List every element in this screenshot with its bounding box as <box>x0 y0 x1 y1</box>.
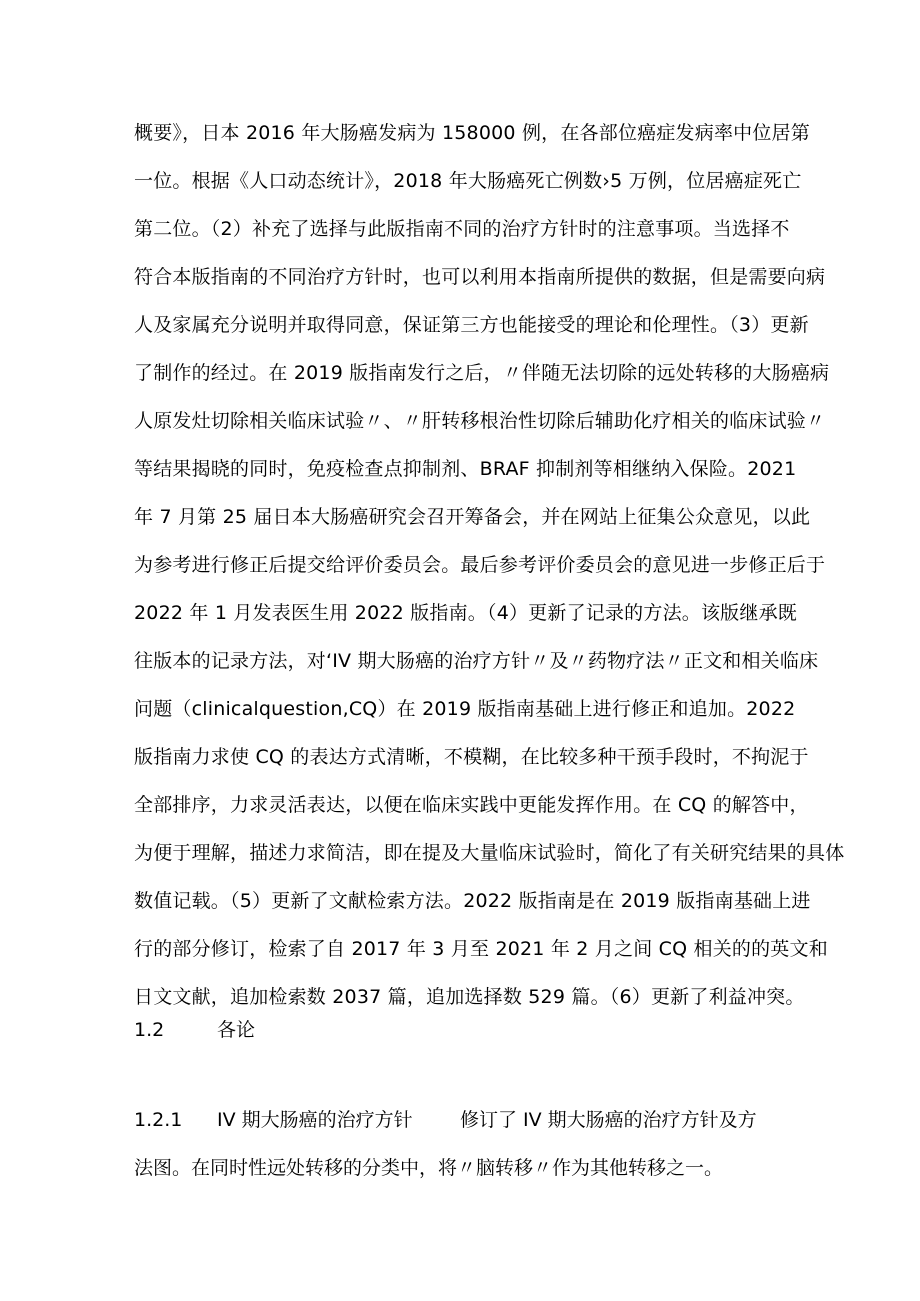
subsection-text: 法图。在同时性远处转移的分类中，将〃脑转移〃作为其他转移之一。 <box>134 1157 724 1179</box>
subsection-number: 1.2.1 <box>134 1109 183 1131</box>
paragraph-line: 全部排序，力求灵活表达，以便在临床实践中更能发挥作用。在 CQ 的解答中， <box>134 794 809 816</box>
paragraph-line: 了制作的经过。在 2019 版指南发行之后，〃伴随无法切除的远处转移的大肠癌病 <box>134 362 830 384</box>
paragraph-line: 版指南力求使 CQ 的表达方式清晰，不模糊，在比较多种干预手段时，不拘泥于 <box>134 746 809 768</box>
section-title: 各论 <box>217 1019 256 1041</box>
paragraph-line: 数值记载。（5）更新了文献检索方法。2022 版指南是在 2019 版指南基础上进 <box>134 890 811 912</box>
paragraph-line: 问题（clinicalquestion,CQ）在 2019 版指南基础上进行修正和追加。2022 <box>134 698 796 720</box>
paragraph-line: 2022 年 1 月发表医生用 2022 版指南。（4）更新了记录的方法。该版继承既 <box>134 602 797 624</box>
paragraph-line: 为参考进行修正后提交给评价委员会。最后参考评价委员会的意见进一步修正后于 <box>134 554 826 576</box>
paragraph-line: 人及家属充分说明并取得同意，保证第三方也能接受的理论和伦理性。（3）更新 <box>134 314 809 336</box>
paragraph-line: 概要》，日本 2016 年大肠癌发病为 158000 例，在各部位癌症发病率中位居第 <box>134 122 810 144</box>
paragraph-line: 符合本版指南的不同治疗方针时，也可以利用本指南所提供的数据，但是需要向病 <box>134 266 826 288</box>
section-number: 1.2 <box>134 1019 165 1041</box>
paragraph-line: 日文文献，追加检索数 2037 篇，追加选择数 529 篇。（6）更新了利益冲突。 <box>134 986 805 1008</box>
paragraph-line: 为便于理解，描述力求简洁，即在提及大量临床试验时，简化了有关研究结果的具体 <box>134 842 845 864</box>
paragraph-line: 一位。根据《人口动态统计》，2018 年大肠癌死亡例数›5 万例，位居癌症死亡 <box>134 170 802 192</box>
subsection-title: IV 期大肠癌的治疗方针 <box>217 1109 413 1131</box>
paragraph-line: 年 7 月第 25 届日本大肠癌研究会召开筹备会，并在网站上征集公众意见，以此 <box>134 506 811 528</box>
paragraph-line: 第二位。（2）补充了选择与此版指南不同的治疗方针时的注意事项。当选择不 <box>134 218 790 240</box>
paragraph-line: 往版本的记录方法，对‘IV 期大肠癌的治疗方针〃及〃药物疗法〃正文和相关临床 <box>134 650 819 672</box>
paragraph-line: 行的部分修订，检索了自 2017 年 3 月至 2021 年 2 月之间 CQ 相关的的英文和 <box>134 938 828 960</box>
paragraph-line: 人原发灶切除相关临床试验〃、〃肝转移根治性切除后辅助化疗相关的临床试验〃 <box>134 410 826 432</box>
paragraph-line: 等结果揭晓的同时，免疫检查点抑制剂、BRAF 抑制剂等相继纳入保险。2021 <box>134 458 797 480</box>
subsection-text: 修订了 IV 期大肠癌的治疗方针及方 <box>460 1109 757 1131</box>
